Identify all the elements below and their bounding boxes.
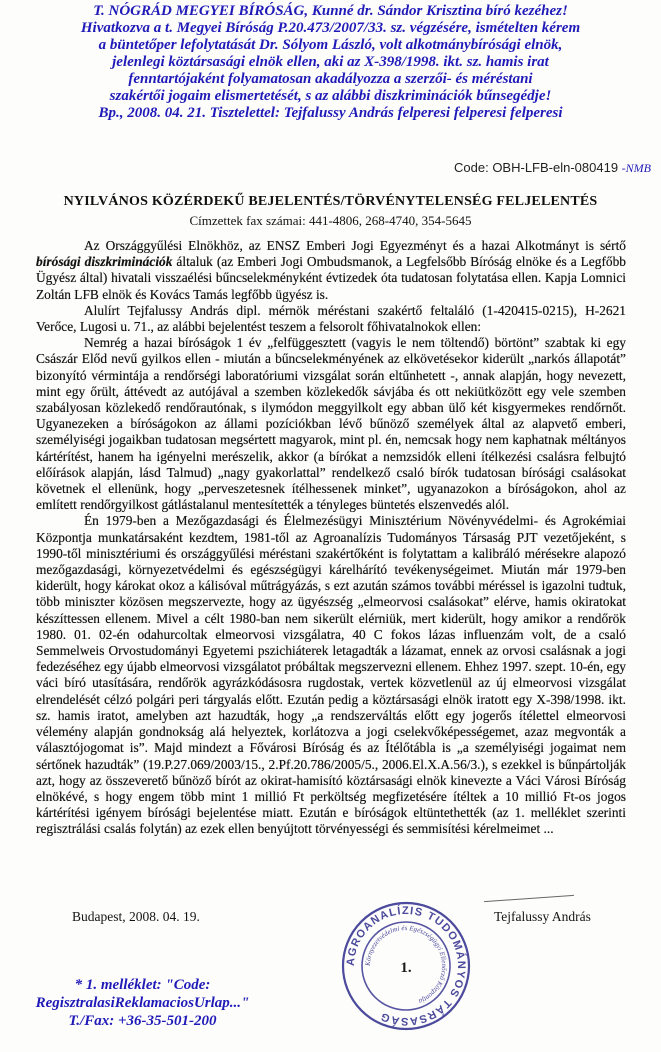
header-line: Hivatkozva a t. Megyei Bíróság P.20.473/2007/33. sz. végzésére, ismételten kérem: [80, 20, 581, 36]
organization-stamp: [340, 900, 472, 1032]
recipients-fax-numbers: Címzettek fax számai: 441-4806, 268-4740, 354-5645: [189, 213, 472, 228]
header-line: szakértői jogaim elismertetését, s az alábbi diszkriminációk bűnsegédje!: [109, 88, 552, 104]
paragraph-4: Én 1979-ben a Mezőgazdasági és Élelmezésügyi Minisztérium Növényvédelmi- és Agrokémiai Központja munkatársaként kezdtem, 1981-től az Agroanalízis Tudományos Társaság PJT vezetőjeként, s 1990-től minisztériumi és országgyűlési méréstani szakértőként is folytattam a kalibráló mérésekre alapozó mezőgazdasági, környezetvédelmi és egészségügyi kárelhárító tevékenységeimet. Miután már 1979-ben kiderült, hogy károkat okoz a kálisóval műtrágyázás, s ezt azután számos további méréssel is igazolni tudtuk, több miniszter közösen megszervezte, hogy az ügyészség „elmeorvosi csalásokat” elérve, hamis okiratokat készíttessen ellenem. Mivel a célt 1980-ban nem sikerült elérniük, mert kiderült, hogy amikor a rendőrök 1980. 01. 02-én odahurcoltak elmeorvosi vizsgálatra, 40 C fokos lázas influenzám volt, de a csaló Semmelweis Orvostudományi Egyetemi pszichiáterek letagadták a lázamat, ennek az orvosi csalásnak a jogi fedezéséhez egy újabb elmeorvosi vizsgálatot próbáltak megszervezni ellenem. Ehhez 1997. szept. 10-én, egy váci bíró utasítására, rendőrök agyrázkódásosra rugdostak, vertek közvetlenül az új elmeorvosi vizsgálat elrendelését célzó polgári peri tárgyalás előtt. Ezután pedig a köztársasági elnök iratott egy X-398/1998. ikt. sz. hamis iratot, amelyben azt hazudták, hogy „a rendszerváltás előtt egy jogerős ítélettel elmeorvosi vélemény alapján gondnokság alá helyeztek, korlátozva a jogi cselekvőképességemet, azaz megvonták a választójogomat is”. Majd mindezt a Fővárosi Bíróság és az Ítélőtábla is „a személyiségi jogaimat nem sértőnek hazudták” (19.P.27.069/2003/15., 2.Pf.20.786/2005/5., 2006.El.X.A.56/3.), s ezekkel is bűnpártolják azt, hogy az összeverető bűnöző bírót az okirat-hamisító köztársasági elnök kinevezte a Váci Városi Bíróság elnökévé, s hogy engem több mint 1 millió Ft perköltség megfizetésére ítéltek a 10 millió Ft-os jogos kártérítési igényem bírósági bejelentése miatt. Ezután e bíróságok eltüntethették (az 1. melléklet szerinti regisztrálási csalás folytán) az ezek ellen benyújtott törvényességi és semmisítési kérelmeimet ...: [36, 513, 626, 837]
paragraph-3: Nemrég a hazai bíróságok 1 év „felfüggesztett (vagyis le nem töltendő) börtönt” szabtak ki egy Császár Előd nevű gyilkos ellen - miután a bűncselekményének az elkövetésekor kiderült „narkós állapotát” bizonyító vérmintája a rendőrségi laboratóriumi vizsgálat során eltűnhetett -, annak alapján, hogy nevezett, mint egy őrült, áttévedt az autójával a szemben közlekedők sávjába és ott nekiütközött egy vele szemben szabályosan közlekedő rendőrautónak, s ilymódon meggyilkolt egy abban ülő két kisgyermekes rendőrnőt. Ugyanezeken a bíróságokon az állami pozíciókban lévő bűnöző személyek által az alapvető emberi, személyiségi jogaikban tudatosan megsértett magyarok, mint pl. én, nemcsak hogy nem kaphatnak méltányos kártérítést, hanem ha igényelni merészelik, akkor (a bírókat a nemzsidók elleni ítélkezési csalásra felbujtó előírások alapján, lásd Talmud) „nagy gyakorlattal” rendelkező csaló bírók tudatosan bírósági csalásokat követnek el ellenünk, hogy „perveszetesnek ítélhessenek minket”, ugyanazokon a bíróságokon, ahol az említett rendőrgyilkost gátlástalanul mentesítették a tényleges büntetés elszenvedés alól.: [36, 335, 626, 513]
stamp-inner-text: Környezetvédelmi és Egészségügyi Ellenőrző Központja: [363, 923, 449, 1006]
paragraph-1: [36, 238, 626, 303]
header-line: a büntetőper lefolytatását Dr. Sólyom László, volt alkotmánybírósági elnök,: [98, 37, 563, 53]
document-code: [454, 160, 651, 176]
header-line: jelenlegi köztársasági elnök ellen, aki az X-398/1998. ikt. sz. hamis irat: [112, 54, 549, 70]
attachment-footer-note: [10, 976, 275, 1030]
document-title: NYILVÁNOS KÖZÉRDEKŰ BEJELENTÉS/TÖRVÉNYTELENSÉG FELJELENTÉS: [63, 194, 598, 209]
footer-line: RegisztralasiReklamaciosUrlap...": [35, 995, 250, 1011]
stamp-number: 1.: [400, 960, 412, 976]
document-body: [36, 238, 626, 838]
code-label: Code: OBH-LFB-eln-080419: [454, 160, 619, 175]
signature-stroke: [484, 895, 574, 902]
handwritten-style-header-note: [4, 3, 657, 122]
code-suffix: -NMB: [621, 161, 651, 175]
paragraph-2: Alulírt Tejfalussy András dipl. mérnök méréstani szakértő feltaláló (1-420415-0215), H-2621 Verőce, Lugosi u. 71., az alábbi bejelentést teszem a felsorolt főhivatalnokok ellen:: [36, 302, 626, 335]
signature-name: Tejfalussy András: [494, 909, 591, 924]
header-line: T. NÓGRÁD MEGYEI BÍRÓSÁG, Kunné dr. Sándor Krisztina bíró kezéhez!: [93, 3, 568, 19]
paragraph-text: Az Országgyűlési Elnökhöz, az ENSZ Emberi Jogi Egyezményt és a hazai Alkotmányt is sértő: [84, 238, 626, 253]
footer-line: * 1. melléklet: "Code:: [74, 977, 211, 993]
place-and-date: Budapest, 2008. 04. 19.: [72, 909, 200, 924]
paragraph-text: általuk (az Emberi Jogi Ombudsmanok, a Legfelsőbb Bíróság elnöke és a Legfőbb Ügyész által) hivatali visszaélési bűncselekményként évtizedek óta tudatosan folytatása ellen. Kapja Lomnici Zoltán LFB elnök és Kovács Tamás legfőbb ügyész is.: [36, 254, 626, 302]
emphasized-text: bírósági diszkriminációk: [36, 254, 173, 270]
footer-line: T./Fax: +36-35-501-200: [68, 1013, 217, 1029]
header-line: Bp., 2008. 04. 21. Tisztelettel: Tejfalussy András felperesi felperesi felperesi: [98, 105, 563, 121]
header-line: fenntartójaként folyamatosan akadályozza a szerzői- és méréstani: [128, 71, 533, 87]
stamp-ring-text: AGROANALÍZIS TUDOMÁNYOS TÁRSASÁG: [344, 904, 468, 1028]
